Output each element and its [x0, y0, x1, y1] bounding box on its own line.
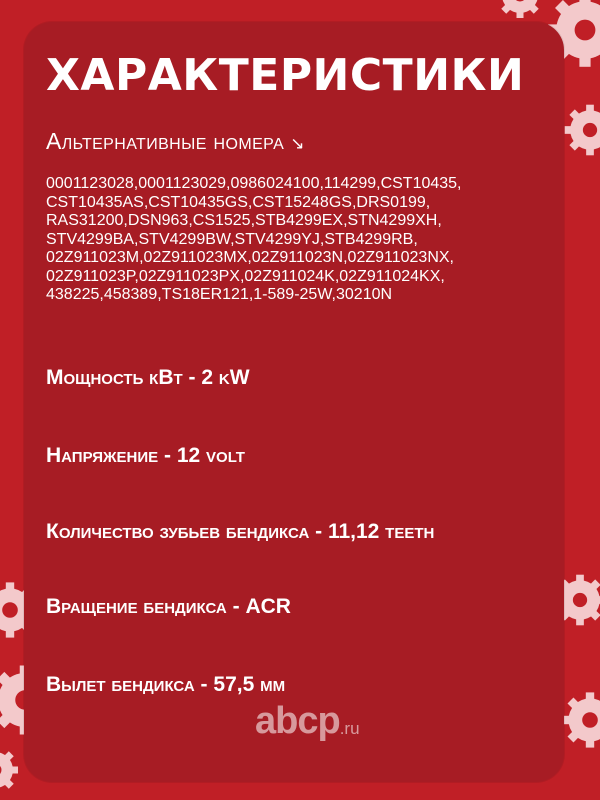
spec-value: ACR — [245, 595, 291, 618]
spec-separator: - — [194, 673, 214, 696]
spec-value: 11,12 teeth — [327, 520, 435, 543]
alternative-numbers — [46, 175, 546, 305]
alternative-numbers-line: STV4299BA,STV4299BW,STV4299YJ,STB4299RB, — [46, 230, 418, 248]
abcp-logo — [255, 700, 360, 743]
spec-label: Вращение бендикса — [46, 595, 227, 618]
spec-teeth — [46, 520, 434, 544]
alternative-numbers-line: 0001123028,0001123029,0986024100,114299,CST10435, — [46, 175, 462, 192]
alternatives-heading-label: Альтернативные номера — [46, 128, 285, 154]
spec-label: Количество зубьев бендикса — [46, 520, 310, 543]
spec-value: 2 kW — [201, 366, 250, 389]
spec-separator: - — [158, 444, 177, 467]
arrow-down-right-icon: ↘ — [290, 134, 305, 153]
logo-suffix: .ru — [339, 719, 360, 738]
spec-label: Вылет бендикса — [46, 673, 195, 696]
spec-label: Мощность кВт — [46, 366, 183, 389]
spec-label: Напряжение — [46, 444, 159, 467]
alternative-numbers-line: CST10435AS,CST10435GS,CST15248GS,DRS0199, — [46, 193, 431, 211]
alternative-numbers-line: RAS31200,DSN963,CS1525,STB4299EX,STN4299XH, — [46, 212, 442, 229]
alternative-numbers-line: 438225,458389,TS18ER121,1-589-25W,30210N — [46, 286, 393, 303]
logo-main: abcp — [255, 700, 340, 742]
spec-rotation — [46, 595, 291, 619]
spec-power — [46, 366, 250, 390]
spec-voltage — [46, 444, 245, 468]
alternative-numbers-line: 02Z911023M,02Z911023MX,02Z911023N,02Z911023NX, — [46, 249, 454, 266]
spec-overhang — [46, 673, 285, 697]
spec-value: 12 volt — [176, 444, 245, 467]
alternative-numbers-line: 02Z911023P,02Z911023PX,02Z911024K,02Z911024KX, — [46, 267, 445, 285]
alternatives-heading — [46, 128, 305, 155]
spec-value: 57,5 мм — [213, 673, 286, 696]
spec-separator: - — [226, 595, 246, 618]
spec-separator: - — [182, 366, 202, 389]
page-title: ХАРАКТЕРИСТИКИ — [46, 50, 525, 101]
spec-separator: - — [309, 520, 328, 543]
